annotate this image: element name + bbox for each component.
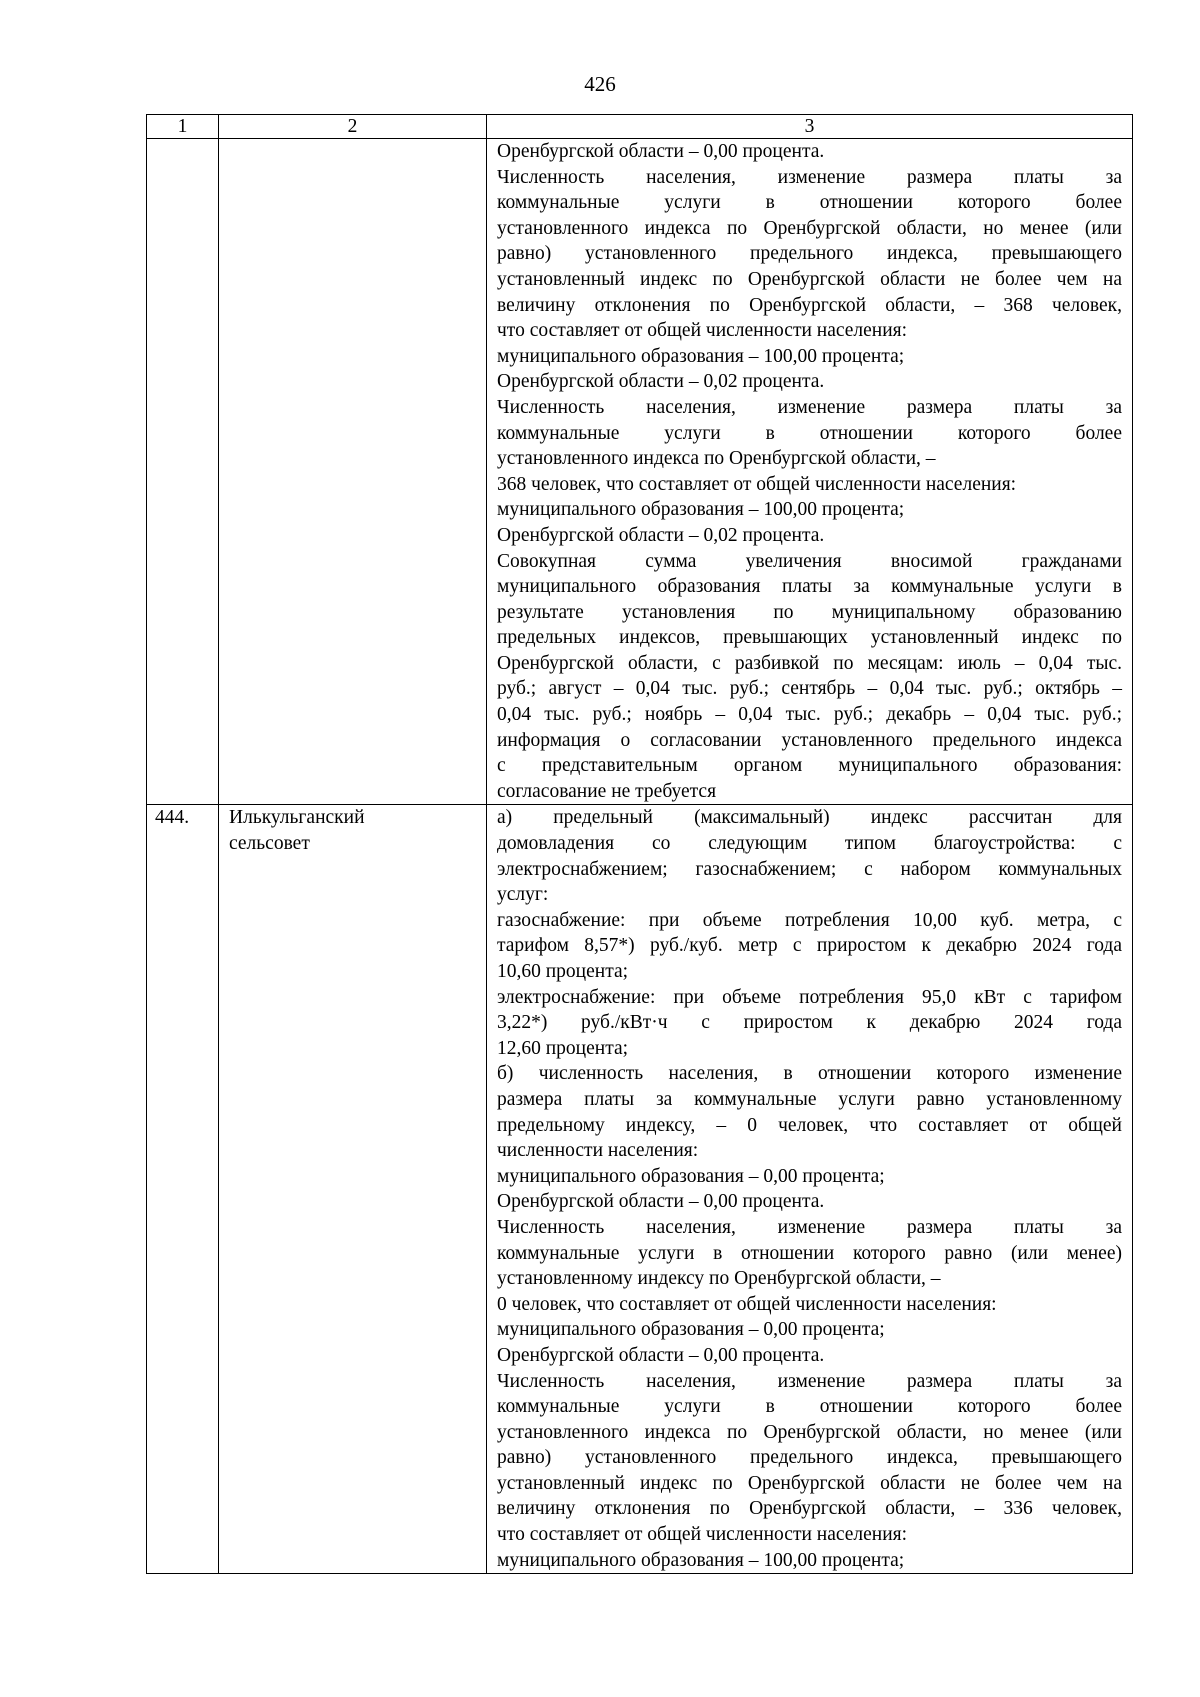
text-line: муниципального образования – 100,00 процента;	[497, 345, 905, 367]
header-col-1: 1	[147, 115, 219, 139]
text-line: коммунальные услуги в отношении которого более	[497, 422, 1122, 444]
text-line: муниципального образования – 0,00 процента;	[497, 1165, 885, 1187]
text-line: величину отклонения по Оренбургской области, – 368 человек,	[497, 294, 1122, 316]
text-line: численности населения:	[497, 1140, 699, 1162]
table-row	[147, 805, 1133, 1574]
text-line: 368 человек, что составляет от общей численности населения:	[497, 473, 1017, 495]
text-line: результате установления по муниципальному образованию	[497, 601, 1122, 623]
header-col-3: 3	[487, 115, 1133, 139]
text-line: руб.; август – 0,04 тыс. руб.; сентябрь – 0,04 тыс. руб.; октябрь –	[497, 678, 1122, 700]
row-text-cell	[487, 139, 1133, 805]
text-line: установленный индекс по Оренбургской области не более чем на	[497, 268, 1122, 290]
text-line: установленного индекса по Оренбургской области, но менее (или	[497, 1421, 1122, 1443]
text-line: 10,60 процента;	[497, 961, 629, 982]
text-line: согласование не требуется	[497, 780, 717, 802]
text-line: Численность населения, изменение размера платы за	[497, 166, 1122, 188]
text-line: 12,60 процента;	[497, 1037, 629, 1059]
text-line: услуг:	[497, 884, 549, 906]
text-line: электроснабжением; газоснабжением; с набором коммунальных	[497, 858, 1122, 880]
text-line: установленного индекса по Оренбургской области, –	[497, 448, 936, 470]
text-line: Оренбургской области – 0,00 процента.	[497, 141, 825, 162]
text-line: предельных индексов, превышающих установленный индекс по	[497, 627, 1122, 649]
text-line: муниципального образования платы за коммунальные услуги в	[497, 576, 1122, 598]
text-line: электроснабжение: при объеме потребления 95,0 кВт с тарифом	[497, 986, 1122, 1008]
row-number-cell	[147, 139, 219, 805]
text-line: домовладения со следующим типом благоустройства: с	[497, 833, 1122, 855]
text-line: установленный индекс по Оренбургской области не более чем на	[497, 1472, 1122, 1494]
row-text-cell	[487, 805, 1133, 1574]
text-line: информация о согласовании установленного предельного индекса	[497, 729, 1122, 751]
text-line: Оренбургской области – 0,02 процента.	[497, 371, 825, 393]
row-number-cell: 444.	[147, 805, 219, 1574]
municipality-name-line: Илькульганский	[229, 807, 365, 829]
text-line: 3,22*) руб./кВт·ч с приростом к декабрю 2024 года	[497, 1012, 1122, 1034]
text-line: Совокупная сумма увеличения вносимой гражданами	[497, 550, 1122, 572]
text-line: Численность населения, изменение размера платы за	[497, 1370, 1122, 1392]
text-line: а) предельный (максимальный) индекс рассчитан для	[497, 807, 1122, 829]
header-col-2: 2	[219, 115, 487, 139]
text-line: Оренбургской области – 0,00 процента.	[497, 1191, 825, 1213]
row-name-cell	[219, 805, 487, 1574]
text-line: б) численность населения, в отношении которого изменение	[497, 1063, 1122, 1085]
text-line: равно) установленного предельного индекса, превышающего	[497, 1447, 1122, 1469]
text-line: с представительным органом муниципального образования:	[497, 755, 1122, 777]
text-line: коммунальные услуги в отношении которого равно (или менее)	[497, 1242, 1122, 1264]
text-line: Численность населения, изменение размера платы за	[497, 396, 1122, 418]
text-line: 0,04 тыс. руб.; ноябрь – 0,04 тыс. руб.; декабрь – 0,04 тыс. руб.;	[497, 704, 1122, 726]
text-line: газоснабжение: при объеме потребления 10,00 куб. метра, с	[497, 909, 1122, 931]
text-line: муниципального образования – 100,00 процента;	[497, 1549, 905, 1571]
text-line: величину отклонения по Оренбургской области, – 336 человек,	[497, 1498, 1122, 1520]
text-line: коммунальные услуги в отношении которого более	[497, 192, 1122, 214]
municipality-name-line: сельсовет	[229, 833, 310, 855]
table-row	[147, 139, 1133, 805]
text-line: что составляет от общей численности населения:	[497, 1524, 908, 1546]
text-line: коммунальные услуги в отношении которого более	[497, 1396, 1122, 1418]
text-line: Численность населения, изменение размера платы за	[497, 1216, 1122, 1238]
table-header-row	[147, 115, 1133, 139]
text-line: установленного индекса по Оренбургской области, но менее (или	[497, 217, 1122, 239]
text-line: Оренбургской области – 0,02 процента.	[497, 524, 825, 546]
text-line: муниципального образования – 0,00 процента;	[497, 1319, 885, 1341]
text-line: равно) установленного предельного индекса, превышающего	[497, 243, 1122, 265]
document-table	[146, 114, 1133, 1574]
text-line: 0 человек, что составляет от общей численности населения:	[497, 1293, 997, 1315]
page-number: 426	[584, 72, 616, 96]
text-line: размера платы за коммунальные услуги равно установленному	[497, 1088, 1122, 1110]
text-line: что составляет от общей численности населения:	[497, 320, 908, 342]
text-line: установленному индексу по Оренбургской области, –	[497, 1268, 941, 1290]
text-line: предельному индексу, – 0 человек, что составляет от общей	[497, 1114, 1122, 1136]
text-line: Оренбургской области – 0,00 процента.	[497, 1344, 825, 1366]
text-line: муниципального образования – 100,00 процента;	[497, 499, 905, 521]
text-line: тарифом 8,57*) руб./куб. метр с приростом к декабрю 2024 года	[497, 935, 1122, 957]
row-name-cell	[219, 139, 487, 805]
text-line: Оренбургской области, с разбивкой по месяцам: июль – 0,04 тыс.	[497, 652, 1122, 674]
